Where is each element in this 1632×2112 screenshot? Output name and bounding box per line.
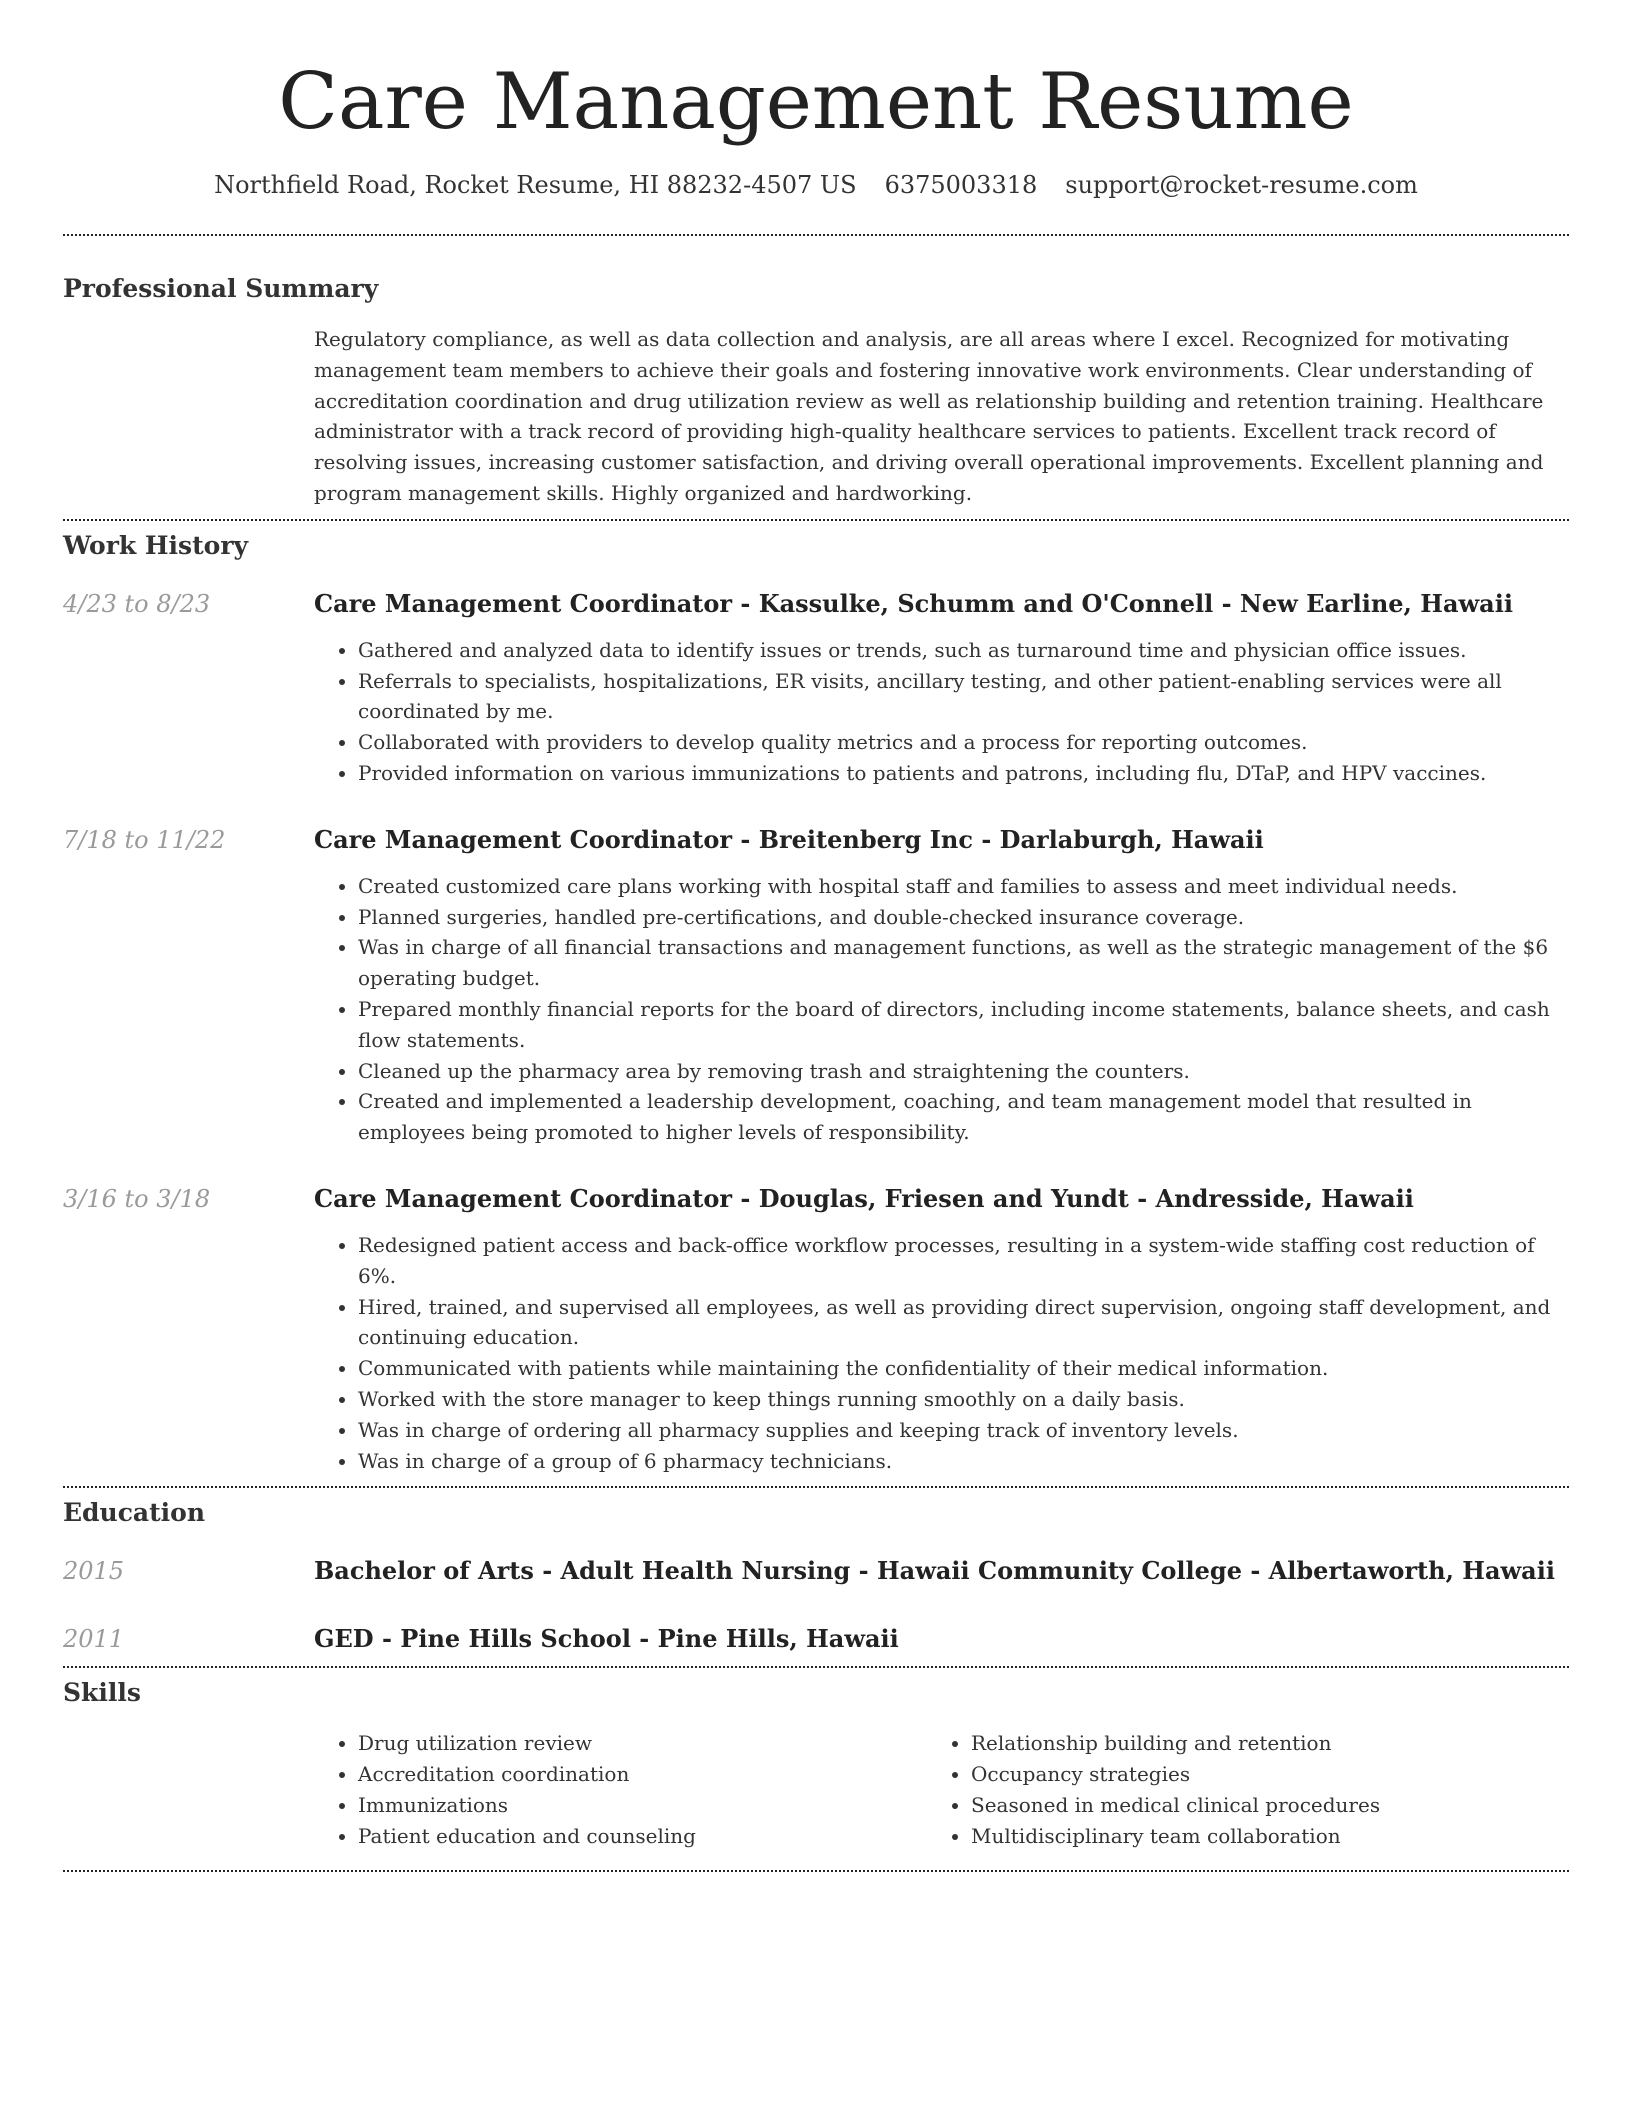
job-bullet: • Provided information on various immunizations to patients and patrons, including flu, DTaP, and HPV vaccines. [358,758,1569,789]
section-title-skills: Skills [63,1678,141,1708]
job-bullet: • Cleaned up the pharmacy area by removing trash and straightening the counters. [358,1056,1569,1087]
job-bullet: • Created customized care plans working with hospital staff and families to assess and meet individual needs. [358,871,1569,902]
job-heading: Care Management Coordinator - Douglas, Friesen and Yundt - Andresside, Hawaii [314,1183,1414,1213]
job-bullet-list [314,635,1569,789]
job-bullet-list [314,1230,1569,1476]
job-bullet: • Was in charge of a group of 6 pharmacy technicians. [358,1446,1569,1477]
job-bullet: • Created and implemented a leadership development, coaching, and team management model that resulted in employees being promoted to higher levels of responsibility. [358,1086,1569,1148]
job-entry [63,823,1569,1148]
job-bullet: • Collaborated with providers to develop quality metrics and a process for reporting outcomes. [358,727,1569,758]
education-year: 2015 [63,1557,125,1586]
section-divider [63,519,1569,521]
job-entry [63,1182,1569,1476]
skills-section [63,1676,1569,1851]
skills-spacer [63,1728,314,1851]
education-heading: Bachelor of Arts - Adult Health Nursing - Hawaii Community College - Albertaworth, Hawaii [314,1556,1555,1586]
skill-item: • Drug utilization review [358,1728,927,1759]
job-bullet: • Redesigned patient access and back-office workflow processes, resulting in a system-wide staffing cost reduction of 6%. [358,1230,1569,1292]
job-entry [63,587,1569,789]
skill-item: • Relationship building and retention [971,1728,1540,1759]
skills-list-right [927,1728,1540,1851]
skill-item: • Accreditation coordination [358,1759,927,1790]
summary-body [314,324,1569,509]
job-bullet: • Referrals to specialists, hospitalizations, ER visits, ancillary testing, and other patient-enabling services were all coordinated by me. [358,666,1569,728]
section-divider [63,1870,1569,1872]
summary-spacer [63,324,314,509]
summary-section [63,272,1569,509]
job-heading: Care Management Coordinator - Kassulke, Schumm and O'Connell - New Earline, Hawaii [314,588,1513,618]
contact-phone: 6375003318 [884,171,1038,199]
skill-item: • Seasoned in medical clinical procedures [971,1790,1540,1821]
education-entry [63,1554,1569,1588]
contact-address: Northfield Road, Rocket Resume, HI 88232-4507 US [214,171,857,199]
education-entry [63,1622,1569,1656]
job-bullet: • Prepared monthly financial reports for the board of directors, including income statements, balance sheets, and cash flow statements. [358,994,1569,1056]
skill-item: • Occupancy strategies [971,1759,1540,1790]
contact-line [63,168,1569,202]
section-divider [63,234,1569,236]
job-details [314,823,1569,1148]
skill-item: • Multidisciplinary team collaboration [971,1821,1540,1852]
summary-row [63,324,1569,509]
job-bullet-list [314,871,1569,1148]
job-dates: 3/16 to 3/18 [63,1184,211,1213]
job-bullet: • Gathered and analyzed data to identify issues or trends, such as turnaround time and physician office issues. [358,635,1569,666]
education-heading: GED - Pine Hills School - Pine Hills, Hawaii [314,1624,899,1654]
skills-columns [314,1728,1569,1851]
job-dates: 4/23 to 8/23 [63,589,211,618]
section-title-summary: Professional Summary [63,274,379,303]
skill-item: • Immunizations [358,1790,927,1821]
education-year: 2011 [63,1625,125,1654]
contact-email: support@rocket-resume.com [1065,171,1418,199]
job-details [314,587,1569,789]
summary-text: Regulatory compliance, as well as data collection and analysis, are all areas where I excel. Recognized for motivating management team members to achieve their goals and fostering innovative work environments. Clear understanding of accreditation coordination and drug utilization review as well as relationship building and retention training. Healthcare administrator with a track record of providing high-quality healthcare services to patients. Excellent track record of resolving issues, increasing customer satisfaction, and driving overall operational improvements. Excellent planning and program management skills. Highly organized and hardworking. [314,327,1544,505]
job-details [314,1182,1569,1476]
skills-list-left [314,1728,927,1851]
job-dates: 7/18 to 11/22 [63,825,226,854]
education-details [314,1554,1569,1588]
section-divider [63,1666,1569,1668]
job-bullet: • Hired, trained, and supervised all employees, as well as providing direct supervision, ongoing staff development, and continuing education. [358,1292,1569,1354]
education-details [314,1622,1569,1656]
skill-item: • Patient education and counseling [358,1821,927,1852]
job-heading: Care Management Coordinator - Breitenberg Inc - Darlaburgh, Hawaii [314,824,1264,854]
section-title-work-history: Work History [63,530,249,560]
job-bullet: • Was in charge of all financial transactions and management functions, as well as the strategic management of the $6 operating budget. [358,932,1569,994]
job-bullet: • Worked with the store manager to keep things running smoothly on a daily basis. [358,1384,1569,1415]
section-divider [63,1486,1569,1488]
resume-title: Care Management Resume [278,57,1354,147]
skills-row [63,1728,1569,1851]
work-history-section [63,529,1569,1477]
section-title-education: Education [63,1498,206,1528]
job-bullet: • Communicated with patients while maintaining the confidentiality of their medical information. [358,1353,1569,1384]
job-bullet: • Planned surgeries, handled pre-certifications, and double-checked insurance coverage. [358,902,1569,933]
education-section [63,1496,1569,1656]
job-bullet: • Was in charge of ordering all pharmacy supplies and keeping track of inventory levels. [358,1415,1569,1446]
